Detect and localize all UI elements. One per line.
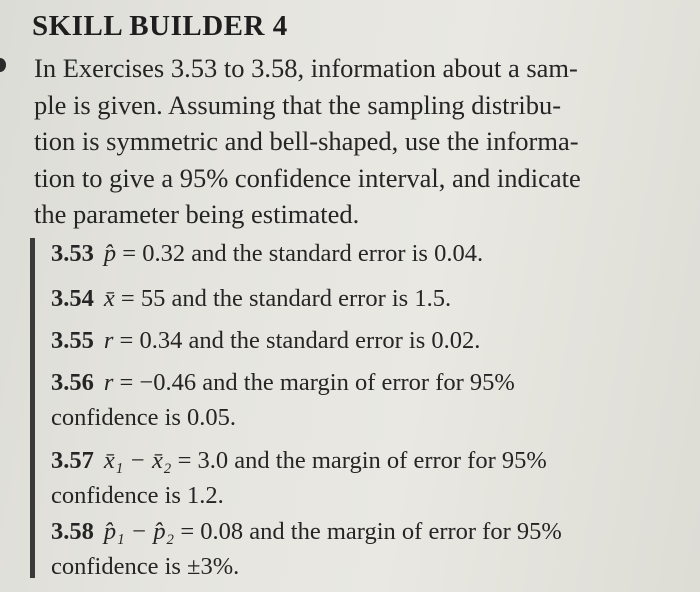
exercise-line [51,443,547,478]
exercise-number: 3.56 [51,369,94,396]
exercise-symbol: x̄ [103,285,115,312]
exercise-text: = 0.08 and the margin of error for 95% [174,518,562,545]
intro-line: In Exercises 3.53 to 3.58, information about a sam- [34,53,578,83]
instructions-paragraph [34,50,674,233]
exercise-line [51,236,483,271]
exercise-symbol: p̂₁ − p̂₂ [103,518,175,545]
exercise-margin-rule [30,238,35,578]
exercise-3-53 [51,236,483,271]
exercise-line [51,323,480,358]
exercise-line [51,365,515,400]
intro-line: ple is given. Assuming that the sampling distribu- [34,89,562,120]
exercise-3-58 [51,514,562,584]
exercise-text: = 3.0 and the margin of error for 95% [171,447,547,474]
section-heading: SKILL BUILDER 4 [32,10,288,42]
exercise-symbol: p̂ [103,240,117,267]
exercise-continuation: confidence is ±3%. [51,553,240,580]
exercise-text: = 0.34 and the standard error is 0.02. [113,327,481,354]
exercise-3-57 [51,443,547,513]
page-edge-mark [0,58,6,72]
exercise-continuation: confidence is 0.05. [51,404,237,431]
exercise-text: = −0.46 and the margin of error for 95% [113,369,515,396]
intro-line: tion is symmetric and bell-shaped, use the informa- [34,126,579,156]
exercise-symbol: x̄₁ − x̄₂ [103,447,172,474]
intro-line: tion to give a 95% confidence interval, and indicate [34,162,581,193]
exercise-number: 3.54 [51,285,94,312]
exercise-number: 3.53 [51,240,94,267]
exercise-symbol: r [103,327,114,354]
exercise-line [51,281,451,316]
exercise-number: 3.57 [51,447,94,474]
exercise-text: = 55 and the standard error is 1.5. [114,285,452,312]
exercise-number: 3.55 [51,327,94,354]
exercise-continuation: confidence is 1.2. [51,482,224,509]
exercise-3-54 [51,281,451,316]
exercise-text: = 0.32 and the standard error is 0.04. [116,240,484,267]
intro-line: the parameter being estimated. [34,199,360,229]
exercise-symbol: r [103,369,114,396]
exercise-3-55 [51,323,480,358]
exercise-line [51,514,562,549]
exercise-number: 3.58 [51,518,94,545]
exercise-3-56 [51,365,515,435]
